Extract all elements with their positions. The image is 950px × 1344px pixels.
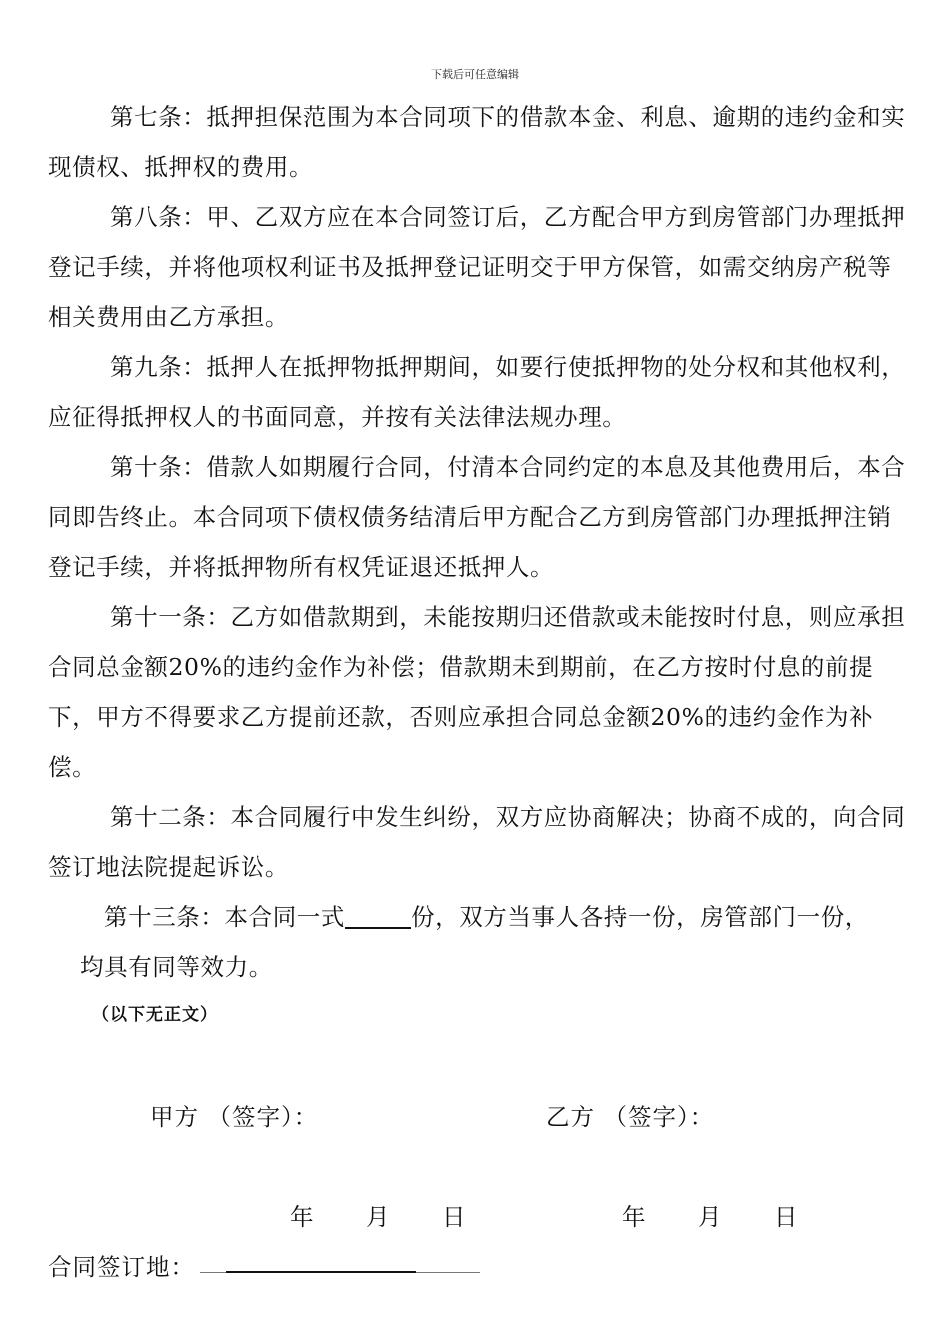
year-label: 年 (622, 1203, 646, 1231)
article-12 (48, 792, 908, 892)
copies-blank[interactable] (345, 903, 411, 929)
article-10 (48, 442, 908, 592)
page-header: 下载后可任意编辑 (431, 68, 519, 81)
article-9 (48, 342, 908, 442)
article-11-text: 第十一条：乙方如借款期到，未能按期归还借款或未能按时付息，则应承担合同总金额20%的违约金作为补偿；借款期未到期前，在乙方按时付息的前提下，甲方不得要求乙方提前还款，否则应承担合同总金额20%的违约金作为补偿。 (48, 603, 906, 781)
article-13-text-part1: 第十三条：本合同一式 (104, 903, 345, 931)
month-label: 月 (698, 1203, 722, 1231)
day-label: 日 (442, 1203, 466, 1231)
party-b-date (622, 1198, 798, 1232)
article-10-text: 第十条：借款人如期履行合同，付清本合同约定的本息及其他费用后，本合同即告终止。本合同项下债权债务结清后甲方配合乙方到房管部门办理抵押注销登记手续，并将抵押物所有权凭证退还抵押人。 (48, 453, 906, 581)
month-label: 月 (366, 1203, 390, 1231)
signing-place-label: 合同签订地： (48, 1253, 195, 1281)
article-12-text: 第十二条：本合同履行中发生纠纷，双方应协商解决；协商不成的，向合同签订地法院提起诉讼。 (48, 803, 906, 881)
signing-place-underline-emphasis (226, 1271, 416, 1273)
article-8-text: 第八条：甲、乙双方应在本合同签订后，乙方配合甲方到房管部门办理抵押登记手续，并将他项权利证书及抵押登记证明交于甲方保管，如需交纳房产税等相关费用由乙方承担。 (48, 203, 906, 331)
party-b-signature: 乙方 （签字）： (546, 1103, 715, 1131)
article-13-line2: 均具有同等效力。 (80, 953, 273, 981)
article-7 (48, 92, 908, 192)
article-13-text-part2: 份，双方当事人各持一份，房管部门一份， (411, 903, 869, 931)
article-8 (48, 192, 908, 342)
day-label: 日 (774, 1203, 798, 1231)
year-label: 年 (290, 1203, 314, 1231)
party-a-signature: 甲方 （签字）： (150, 1103, 319, 1131)
article-9-text: 第九条：抵押人在抵押物抵押期间，如要行使抵押物的处分权和其他权利，应征得抵押权人的书面同意，并按有关法律法规办理。 (48, 353, 906, 431)
party-a-date (290, 1198, 466, 1232)
article-11 (48, 592, 908, 792)
article-13 (104, 892, 914, 942)
end-note: （以下无正文） (92, 1005, 218, 1025)
article-7-text: 第七条：抵押担保范围为本合同项下的借款本金、利息、逾期的违约金和实现债权、抵押权的费用。 (48, 103, 906, 181)
